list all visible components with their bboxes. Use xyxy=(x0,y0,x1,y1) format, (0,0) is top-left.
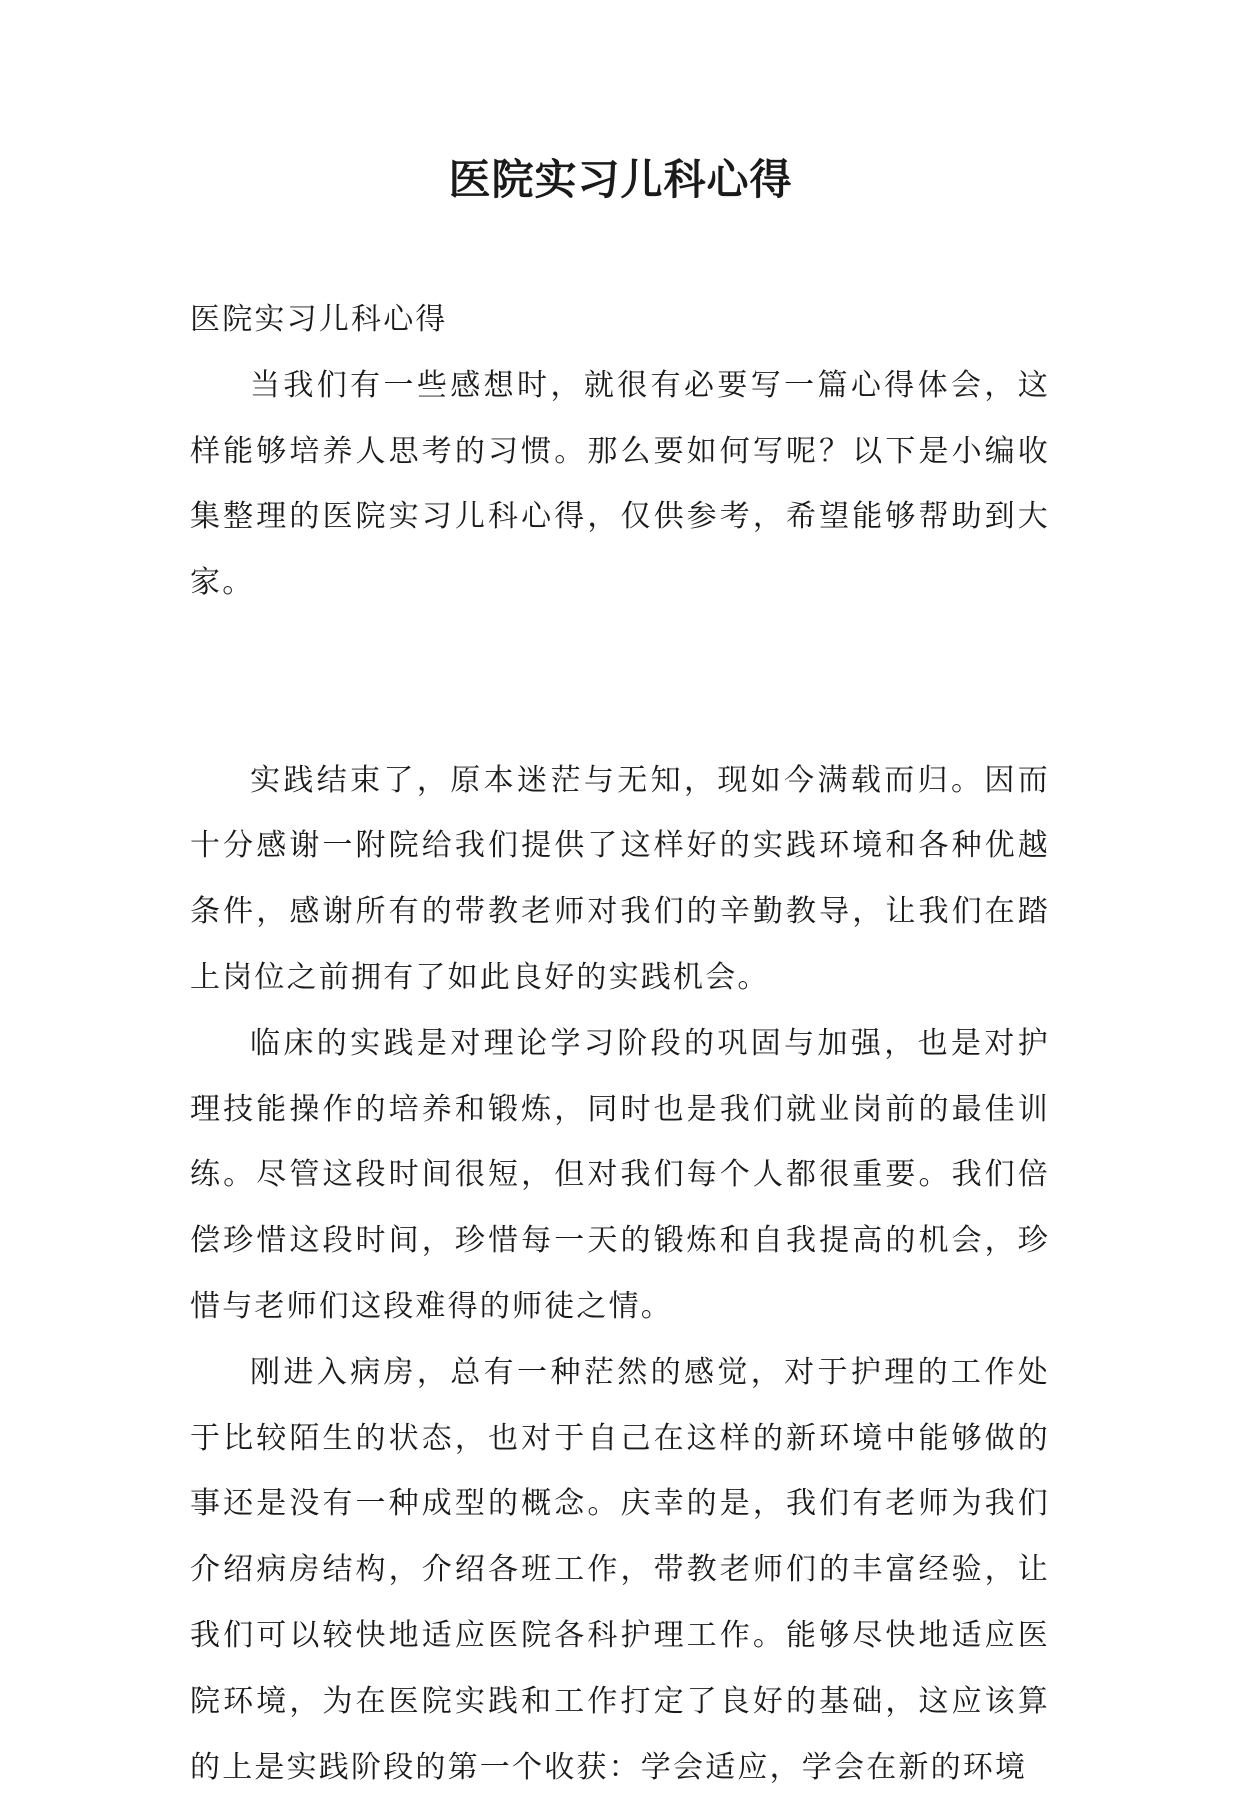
body-paragraph-2: 临床的实践是对理论学习阶段的巩固与加强，也是对护理技能操作的培养和锻炼，同时也是我们就业岗前的最佳训练。尽管这段时间很短，但对我们每个人都很重要。我们倍偿珍惜这段时间，珍惜每一天的锻炼和自我提高的机会，珍惜与老师们这段难得的师徒之情。 xyxy=(190,1025,1050,1324)
intro-paragraph: 当我们有一些感想时，就很有必要写一篇心得体会，这样能够培养人思考的习惯。那么要如何写呢？以下是小编收集整理的医院实习儿科心得，仅供参考，希望能够帮助到大家。 xyxy=(190,367,1050,601)
body-paragraph-3: 刚进入病房，总有一种茫然的感觉，对于护理的工作处于比较陌生的状态，也对于自己在这样的新环境中能够做的事还是没有一种成型的概念。庆幸的是，我们有老师为我们介绍病房结构，介绍各班工作，带教老师们的丰富经验，让我们可以较快地适应医院各科护理工作。能够尽快地适应医院环境，为在医院实践和工作打定了良好的基础，这应该算的上是实践阶段的第一个收获：学会适应，学会在新的环境 xyxy=(190,1354,1050,1785)
document-subtitle: 医院实习儿科心得 xyxy=(190,302,448,337)
paragraph-spacer xyxy=(190,682,1050,748)
paragraph-spacer xyxy=(190,616,1050,682)
document-title: 医院实习儿科心得 xyxy=(448,155,793,204)
document-body xyxy=(190,287,1050,1800)
body-paragraph-1: 实践结束了，原本迷茫与无知，现如今满载而归。因而十分感谢一附院给我们提供了这样好的实践环境和各种优越条件，感谢所有的带教老师对我们的辛勤教导，让我们在踏上岗位之前拥有了如此良好的实践机会。 xyxy=(190,762,1050,995)
